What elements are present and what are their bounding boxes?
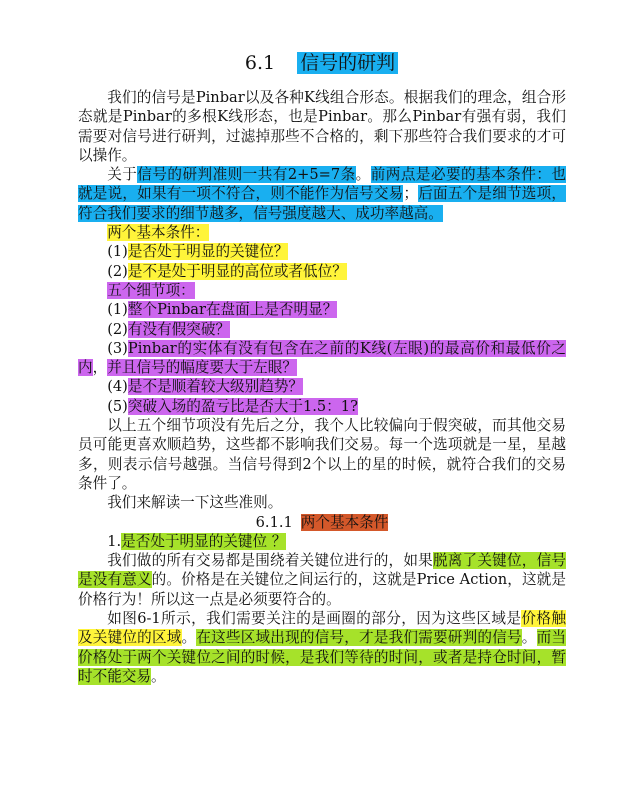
highlight-yellow: 价格触及关键位的区域 — [78, 610, 566, 647]
detail-item-5 — [78, 397, 566, 416]
paragraph-stars: 以上五个细节项没有先后之分，我个人比较偏向于假突破，而其他交易员可能更喜欢顺趋势，这些都不影响我们交易。每一个选项就是一星，星越多，则表示信号越强。当信号得到2个以上的星的时候，就符合我们的交易条件了。 — [78, 417, 566, 492]
highlight-cyan: 前两点是必要的基本条件：也就是说，如果有一项不符合，则不能作为信号交易 — [78, 166, 566, 203]
highlight-cyan: 信号的研判准则一共有2+5=7条 — [137, 166, 356, 184]
text-run: 的。价格是在关键位之间运行的，这就是Price Action，这就是价格行为！所以这一点是必须要符合的。 — [78, 571, 566, 608]
item-number: (4) — [107, 378, 128, 396]
text-run: 关于 — [107, 166, 138, 184]
item-number: (2) — [107, 262, 128, 280]
highlight-yellow: 是不是处于明显的高位或者低位？ — [127, 262, 347, 280]
basic-item-1 — [78, 242, 566, 261]
paragraph-criteria — [78, 165, 566, 223]
paragraph-key-level — [78, 551, 566, 609]
text-run: 。 — [181, 629, 197, 647]
item-number: (3) — [107, 339, 128, 357]
highlight-green: 在这些区域出现的信号，才是我们需要研判的信号 — [196, 629, 522, 647]
highlight-green: 脱离了关键位，信号是没有意义 — [78, 552, 566, 589]
item-number: (5) — [107, 397, 128, 415]
text-run: 我们做的所有交易都是围绕着关键位进行的，如果 — [107, 552, 433, 570]
title-text: 信号的研判 — [297, 52, 398, 74]
item-number: 1. — [107, 532, 122, 550]
basic-item-2 — [78, 262, 566, 281]
highlight-magenta: 是不是顺着较大级别趋势？ — [127, 378, 304, 396]
section-title: 两个基本条件 — [300, 513, 389, 531]
highlight-magenta: 有没有假突破？ — [127, 320, 231, 338]
detail-item-4 — [78, 377, 566, 396]
text-run: 。 — [521, 629, 537, 647]
document-body — [78, 88, 566, 686]
detail-items-heading — [78, 281, 566, 300]
detail-item-1 — [78, 300, 566, 319]
highlight-magenta: Pinbar的实体有没有包含在之前的K线(左眼)的最高价和最低价之内 — [78, 339, 566, 377]
item-number: (1) — [107, 243, 128, 261]
highlight-magenta: 五个细节项： — [107, 281, 195, 299]
text-run: 。 — [355, 166, 371, 184]
highlight-yellow: 两个基本条件： — [107, 224, 210, 242]
highlight-green: 而当价格处于两个关键位之间的时候，是我们等待的时间，或者是持仓时间，暂时不能交易 — [78, 629, 566, 685]
highlight-magenta: 并且信号的幅度要大于左眼？ — [107, 359, 297, 377]
highlight-magenta: 突破入场的盈亏比是否大于1.5：1? — [127, 397, 358, 415]
title-number: 6.1 — [244, 52, 276, 74]
paragraph-figure — [78, 609, 566, 686]
highlight-magenta: 整个Pinbar在盘面上是否明显？ — [127, 301, 338, 319]
highlight-yellow: 是否处于明显的关键位？ — [127, 243, 289, 261]
item-number: (1) — [107, 301, 128, 319]
paragraph-interpret: 我们来解读一下这些准则。 — [107, 494, 283, 512]
item-number: (2) — [107, 320, 128, 338]
section-item-1 — [78, 532, 566, 551]
paragraph-intro: 我们的信号是Pinbar以及各种K线组合形态。根据我们的理念，组合形态就是Pinbar的多根K线形态，也是Pinbar。那么Pinbar有强有弱，我们需要对信号进行研判，过滤掉那些不合格的，剩下那些符合我们要求的才可以操作。 — [78, 89, 566, 164]
text-run: 。 — [150, 667, 166, 685]
highlight-green: 是否处于明显的关键位 ？ — [121, 532, 287, 550]
text-run: ， — [92, 359, 108, 377]
detail-item-3 — [78, 339, 566, 378]
detail-item-2 — [78, 320, 566, 339]
basic-conditions-heading — [78, 223, 566, 242]
section-number: 6.1.1 — [255, 513, 293, 531]
text-run: ； — [403, 185, 419, 203]
highlight-cyan: 后面五个是细节选项，符合我们要求的细节越多，信号强度越大、成功率越高。 — [78, 185, 566, 222]
section-heading — [78, 513, 566, 532]
text-run: 如图6-1所示，我们需要关注的是画圈的部分，因为这些区域是 — [107, 610, 522, 628]
page-title — [0, 50, 643, 76]
